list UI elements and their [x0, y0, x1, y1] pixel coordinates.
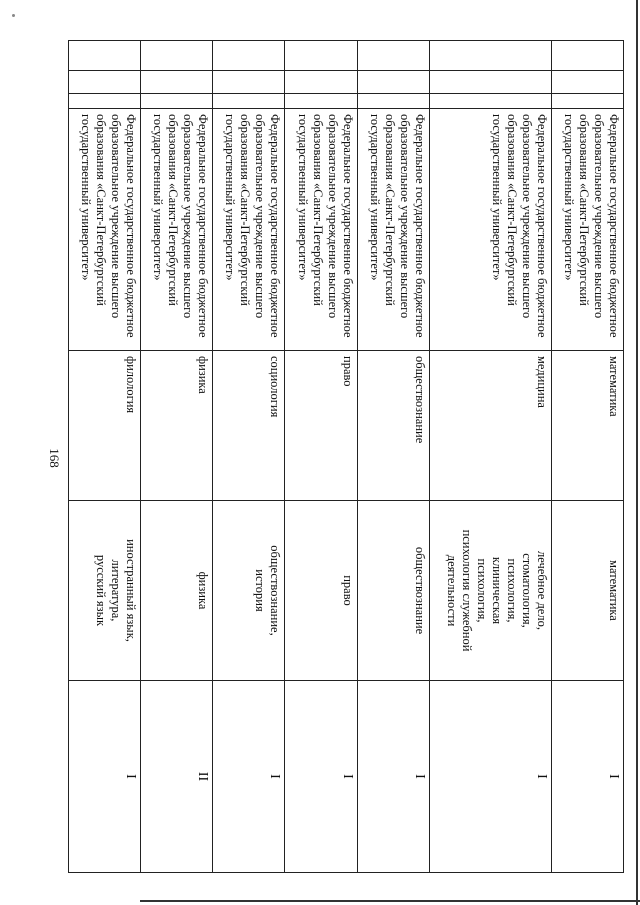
level-cell: I	[285, 681, 357, 873]
empty-cell	[429, 94, 551, 109]
empty-cell	[285, 41, 357, 71]
profile-cell	[429, 351, 551, 501]
institution-cell: Федеральное государственное бюджетное образовательное учреждение высшего образования «Санкт-Петербургский государственный университет»	[357, 109, 429, 351]
profile-cell	[551, 351, 623, 501]
empty-cell	[141, 71, 213, 94]
profile-text: физика	[196, 356, 211, 394]
profile-text: социология	[268, 356, 283, 418]
empty-cell	[551, 71, 623, 94]
table-row	[551, 41, 623, 873]
level-cell: I	[213, 681, 285, 873]
profile-text: филология	[124, 356, 139, 414]
page-bottom-line	[140, 900, 640, 902]
scan-speck	[12, 14, 15, 17]
subjects-cell	[285, 501, 357, 681]
subject-line: клиническая	[489, 556, 504, 625]
empty-cell	[69, 71, 141, 94]
empty-cell	[285, 71, 357, 94]
subject-line: литература,	[109, 559, 124, 622]
subject-line: право	[340, 575, 355, 606]
empty-cell	[69, 41, 141, 71]
table-row	[213, 41, 285, 873]
subject-line: психология служебной	[459, 529, 474, 652]
subjects-cell	[357, 501, 429, 681]
empty-cell	[285, 94, 357, 109]
subject-line: деятельности	[444, 554, 459, 627]
subjects-cell	[429, 501, 551, 681]
profile-text: математика	[607, 356, 621, 417]
subject-line: стоматология,	[519, 553, 534, 628]
olympiad-table	[68, 40, 624, 873]
empty-cell	[551, 41, 623, 71]
table-row	[69, 41, 141, 873]
institution-cell: Федеральное государственное бюджетное образовательное учреждение высшего образования «Санкт-Петербургский государственный университет»	[429, 109, 551, 351]
subject-line: обществознание,	[268, 545, 283, 636]
level-cell: I	[551, 681, 623, 873]
empty-cell	[141, 94, 213, 109]
empty-cell	[429, 71, 551, 94]
profile-cell	[213, 351, 285, 501]
page-edge-line	[636, 0, 638, 905]
subject-line: психология,	[504, 558, 519, 623]
subjects-cell	[141, 501, 213, 681]
subject-line: физика	[196, 571, 211, 610]
profile-cell	[141, 351, 213, 501]
profile-cell	[285, 351, 357, 501]
profile-text: медицина	[534, 356, 549, 408]
table-row	[285, 41, 357, 873]
empty-cell	[213, 94, 285, 109]
subjects-cell	[551, 501, 623, 681]
profile-cell	[69, 351, 141, 501]
table-row	[357, 41, 429, 873]
empty-cell	[357, 94, 429, 109]
subject-line: психология,	[474, 558, 489, 623]
profile-cell	[357, 351, 429, 501]
empty-cell	[357, 71, 429, 94]
empty-cell	[551, 94, 623, 109]
subject-line: лечебное дело,	[534, 551, 549, 630]
institution-cell: Федеральное государственное бюджетное образовательное учреждение высшего образования «Санкт-Петербургский государственный университет»	[551, 109, 623, 351]
subject-line: история	[253, 569, 268, 612]
institution-cell: Федеральное государственное бюджетное образовательное учреждение высшего образования «Санкт-Петербургский государственный университет»	[69, 109, 141, 351]
profile-text: право	[340, 356, 355, 387]
profile-text: обществознание	[412, 356, 427, 444]
subject-line: математика	[607, 560, 621, 621]
table-row	[141, 41, 213, 873]
institution-cell: Федеральное государственное бюджетное образовательное учреждение высшего образования «Санкт-Петербургский государственный университет»	[213, 109, 285, 351]
subjects-cell	[213, 501, 285, 681]
empty-cell	[429, 41, 551, 71]
empty-cell	[357, 41, 429, 71]
level-cell: I	[357, 681, 429, 873]
empty-cell	[213, 71, 285, 94]
level-cell: I	[429, 681, 551, 873]
page-number: 168	[47, 448, 62, 468]
subjects-cell	[69, 501, 141, 681]
institution-cell: Федеральное государственное бюджетное образовательное учреждение высшего образования «Санкт-Петербургский государственный университет»	[285, 109, 357, 351]
institution-cell: Федеральное государственное бюджетное образовательное учреждение высшего образования «Санкт-Петербургский государственный университет»	[141, 109, 213, 351]
empty-cell	[141, 41, 213, 71]
level-cell: I	[69, 681, 141, 873]
empty-cell	[213, 41, 285, 71]
rotated-page	[68, 40, 624, 872]
subject-line: обществознание	[412, 546, 427, 635]
level-cell: II	[141, 681, 213, 873]
subject-line: иностранный язык,	[124, 539, 139, 642]
empty-cell	[69, 94, 141, 109]
subject-line: русский язык	[94, 554, 109, 627]
table-row	[429, 41, 551, 873]
